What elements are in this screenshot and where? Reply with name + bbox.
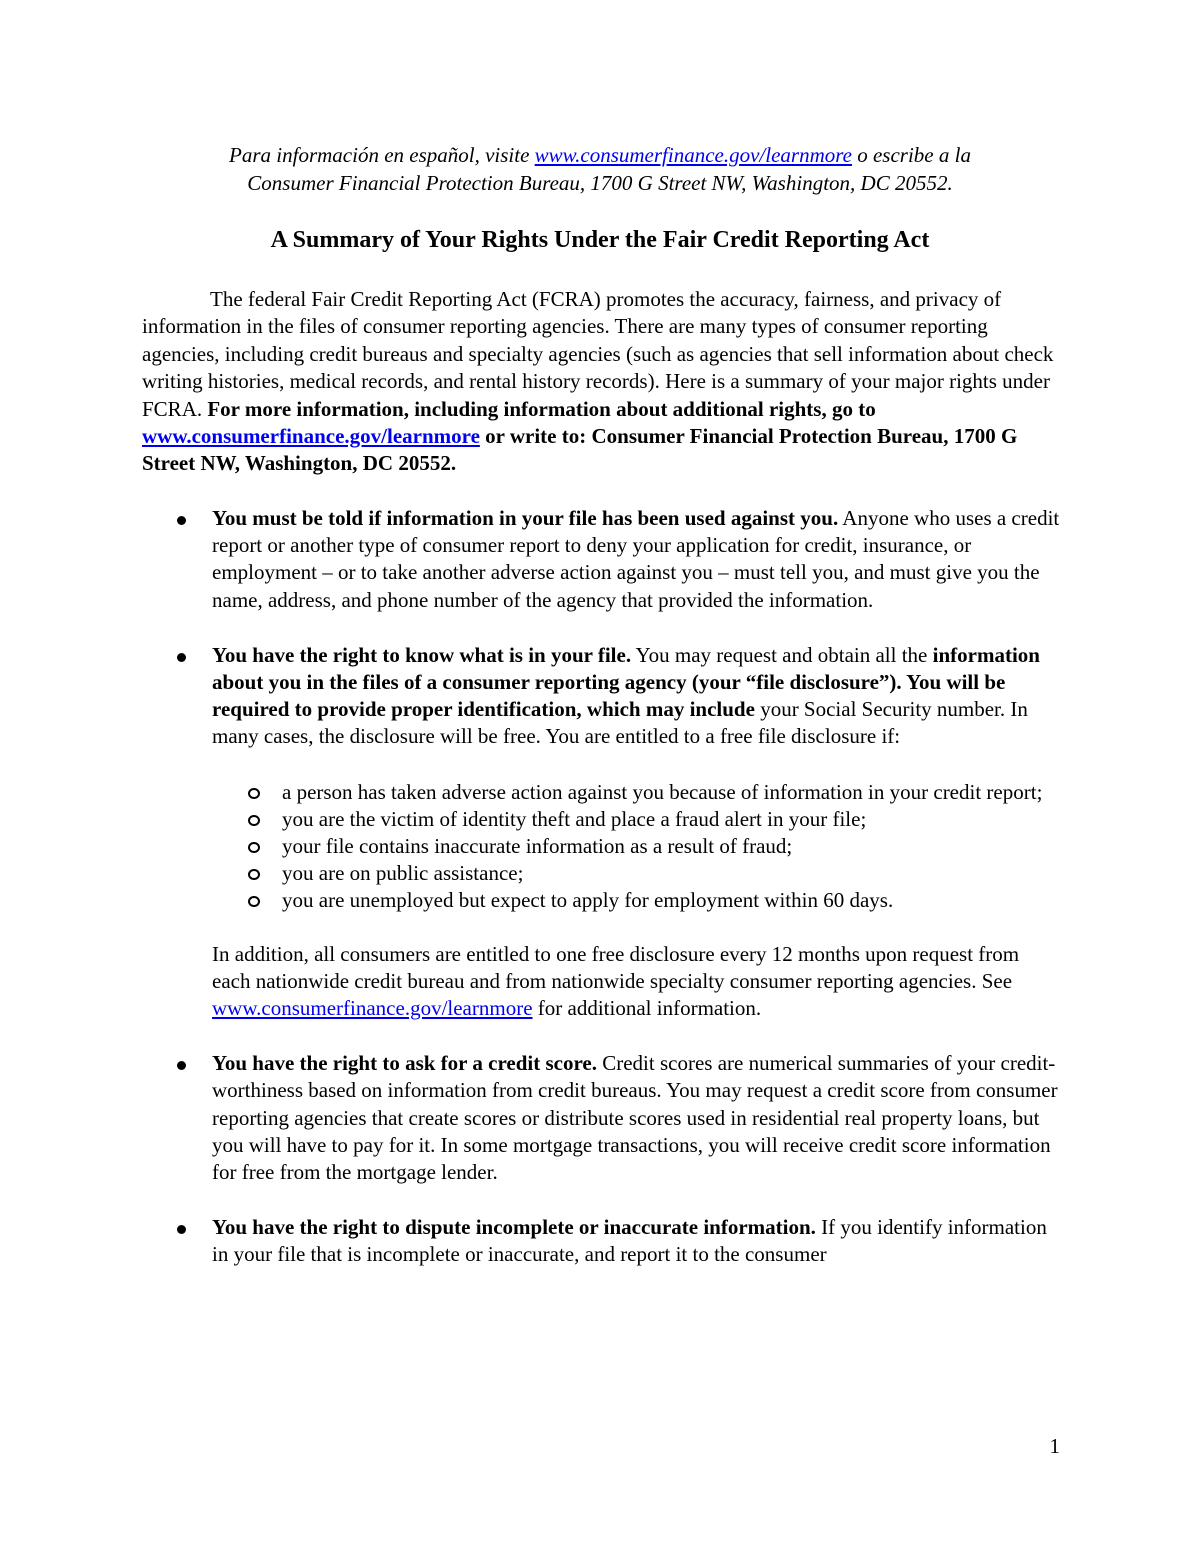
condition-item	[212, 806, 1062, 833]
intro-link[interactable]: www.consumerfinance.gov/learnmore	[142, 424, 480, 449]
circle-bullet-icon	[248, 869, 260, 880]
right-body: You may request and obtain all the	[631, 642, 933, 667]
intro-paragraph	[142, 286, 1062, 478]
addition-link[interactable]: www.consumerfinance.gov/learnmore	[212, 996, 533, 1021]
addition-text-end: for additional information.	[532, 996, 762, 1021]
condition-item	[212, 779, 1062, 806]
right-heading: You must be told if information in your file has been used against you.	[212, 506, 839, 530]
right-item-dispute	[142, 1214, 1062, 1268]
right-body: Anyone who uses a credit report or another type of consumer report to deny your application for credit, insurance, or employment – or to take another adverse action against you – must tell you, and must give you the name, address, and phone number of the agency that provided the information.	[212, 506, 1060, 612]
right-body-continued: your Social Security number. In many cases, the disclosure will be free. You are entitled to a free file disclosure if:	[212, 697, 1028, 749]
spanish-note-link[interactable]: www.consumerfinance.gov/learnmore	[534, 143, 852, 167]
bullet-icon	[177, 653, 186, 662]
bullet-icon	[177, 1225, 186, 1234]
intro-text: The federal Fair Credit Reporting Act (FCRA) promotes the accuracy, fairness, and privacy of information in the files of consumer reporting agencies. There are many types of consumer reporting agencies, including credit bureaus and specialty agencies (such as agencies that sell information about check writing histories, medical records, and rental history records). Here is a summary of your major rights under FCRA.	[142, 287, 1054, 421]
rights-list	[142, 505, 1062, 1297]
intro-bold-prefix: For more information, including information about additional rights, go to	[207, 396, 876, 421]
additional-disclosure-paragraph	[212, 941, 1062, 1023]
right-heading: You have the right to dispute incomplete or inaccurate information.	[212, 1215, 816, 1240]
document-title: A Summary of Your Rights Under the Fair Credit Reporting Act	[270, 227, 930, 253]
spanish-note-address: Consumer Financial Protection Bureau, 1700 G Street NW, Washington, DC 20552.	[247, 171, 953, 195]
free-disclosure-conditions	[212, 779, 1062, 915]
right-heading: You have the right to know what is in your file.	[212, 642, 632, 667]
right-body: If you identify information in your file that is incomplete or inaccurate, and report it to the consumer	[212, 1215, 1047, 1267]
right-body: Credit scores are numerical summaries of your credit-worthiness based on information from credit bureaus. You may request a credit score from consumer reporting agencies that create scores or distribute scores used in residential real property loans, but you will have to pay for it. In some mortgage transactions, you will receive credit score information for free from the mortgage lender.	[212, 1051, 1058, 1185]
bullet-icon	[177, 516, 186, 525]
spanish-note-middle: o escribe a la	[851, 143, 971, 167]
right-heading: You have the right to ask for a credit score.	[212, 1051, 597, 1076]
condition-text: your file contains inaccurate information as a result of fraud;	[282, 834, 793, 859]
addition-text: In addition, all consumers are entitled to one free disclosure every 12 months upon request from each nationwide credit bureau and from nationwide specialty consumer reporting agencies. See	[212, 941, 1020, 993]
condition-text: a person has taken adverse action against you because of information in your credit report;	[282, 779, 1043, 804]
page-number: 1	[1049, 1434, 1060, 1458]
spanish-note-prefix: Para información en español, visite	[229, 143, 535, 167]
right-body-bold: information about you in the files of a consumer reporting agency (your “file disclosure”). You will be required to provide proper identification, which may include	[212, 642, 1040, 722]
condition-text: you are unemployed but expect to apply for employment within 60 days.	[282, 888, 894, 913]
bullet-icon	[177, 1061, 186, 1070]
condition-text: you are the victim of identity theft and place a fraud alert in your file;	[282, 806, 867, 831]
right-item-credit-score	[142, 1050, 1062, 1186]
spanish-info-note	[140, 141, 1060, 197]
circle-bullet-icon	[248, 788, 260, 799]
right-item-used-against	[142, 505, 1062, 614]
circle-bullet-icon	[248, 896, 260, 907]
intro-bold-suffix: or write to: Consumer Financial Protection Bureau, 1700 G Street NW, Washington, DC 20552.	[142, 424, 1018, 476]
condition-text: you are on public assistance;	[282, 861, 524, 886]
condition-item	[212, 887, 1062, 914]
circle-bullet-icon	[248, 815, 260, 826]
right-item-know-file	[142, 642, 1062, 1022]
circle-bullet-icon	[248, 842, 260, 853]
condition-item	[212, 860, 1062, 887]
condition-item	[212, 833, 1062, 860]
